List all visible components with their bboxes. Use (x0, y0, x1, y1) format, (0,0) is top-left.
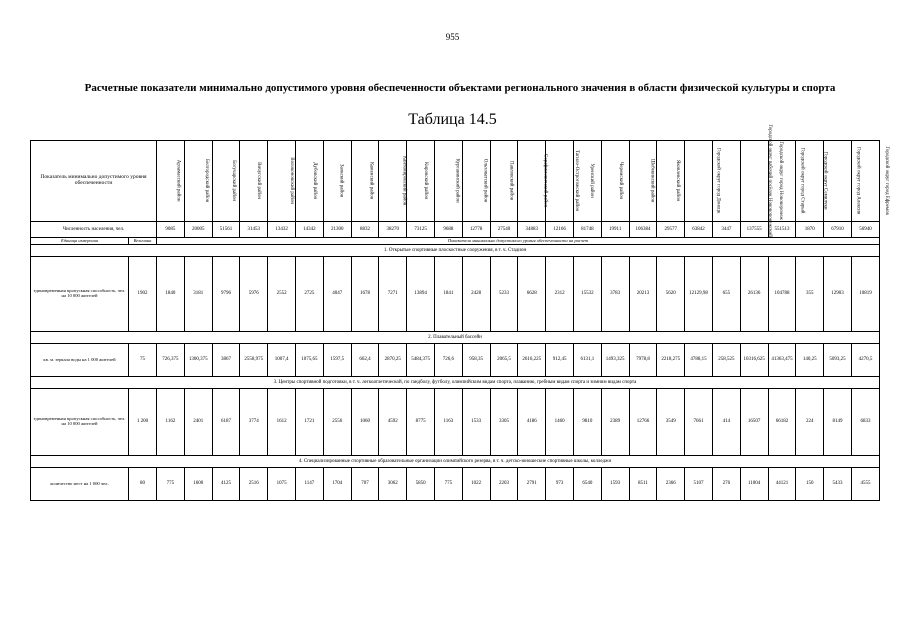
table-cell: 2312 (546, 257, 574, 332)
population-cell: 19911 (601, 222, 629, 238)
row-label: кв. м. зеркала воды на 1 000 жителей (31, 344, 129, 377)
table-cell: 11004 (740, 468, 768, 501)
table-cell: 4592 (379, 389, 407, 456)
population-cell: 12166 (546, 222, 574, 238)
column-header-label: Городской округ город Донецк (715, 148, 721, 214)
population-cell: 27540 (490, 222, 518, 238)
column-header-label: Белгородский район (204, 159, 210, 203)
table-cell: 7978,8 (629, 344, 657, 377)
document-title: Расчетные показатели минимально допустимого уровня обеспеченности объектами регионального значения в области физической культуры и спорта (84, 82, 836, 94)
column-header-label: Арзамасский район (175, 160, 181, 202)
table-cell: 16507 (740, 389, 768, 456)
table-cell: 1493,325 (601, 344, 629, 377)
table-cell: 1075,65 (296, 344, 324, 377)
population-label: Численность населения, чел. (31, 222, 157, 238)
page-number: 955 (445, 32, 460, 42)
table-cell: 4047 (323, 257, 351, 332)
table-cell: 66182 (768, 389, 796, 456)
column-header-label: Городской округ город Старый (799, 148, 805, 214)
table-cell: 912,45 (546, 344, 574, 377)
table-cell: 5850 (407, 468, 435, 501)
column-header (157, 141, 185, 222)
table-cell: 707 (351, 468, 379, 501)
table-cell: 12129,98 (685, 257, 713, 332)
section-heading-row (31, 332, 880, 344)
column-header-label: Серафимовичский район (542, 154, 548, 208)
table-cell: 44121 (768, 468, 796, 501)
column-header (685, 141, 721, 222)
table-cell: 3305 (490, 389, 518, 456)
table-cell: 2401 (184, 389, 212, 456)
table-cell: 5976 (240, 257, 268, 332)
table-cell: 775 (157, 468, 185, 501)
table-cell: 104788 (768, 257, 796, 332)
table-cell: 9810 (573, 389, 601, 456)
table-cell: 6131,1 (573, 344, 601, 377)
table-cell: 775 (434, 468, 462, 501)
table-cell: 2558,975 (240, 344, 268, 377)
column-header (323, 141, 351, 222)
population-cell: 34883 (518, 222, 546, 238)
table-cell: 5107 (685, 468, 713, 501)
table-cell: 1022 (462, 468, 490, 501)
population-cell: 38270 (379, 222, 407, 238)
table-cell: 5433 (824, 468, 852, 501)
table-cell: 3181 (184, 257, 212, 332)
table-cell: 150 (796, 468, 824, 501)
population-cell: 31453 (240, 222, 268, 238)
column-header-label: Городской округ город Алексин (855, 147, 861, 215)
norm-value: 1902 (129, 257, 157, 332)
table-cell: 4186 (518, 389, 546, 456)
section-heading-row (31, 456, 880, 468)
population-cell: 9085 (157, 222, 185, 238)
column-header-label: Городской округ Семилуки (822, 152, 828, 210)
table-cell: 4270,5 (851, 344, 879, 377)
column-header (629, 141, 657, 222)
table-cell: 1300,375 (184, 344, 212, 377)
table-cell: 662,4 (351, 344, 379, 377)
population-cell: 8832 (351, 222, 379, 238)
population-cell: 63842 (685, 222, 713, 238)
row-label: единовременная пропускная способность, чел. на 10 000 жителей (31, 257, 129, 332)
column-header-label: Кировский район (423, 162, 429, 200)
units-value-label: Величина (129, 238, 157, 245)
header-indicator: Показатель минимально допустимого уровня обеспеченности (31, 141, 157, 222)
table-cell: 224 (796, 389, 824, 456)
column-header (546, 141, 580, 222)
table-cell: 12766 (629, 389, 657, 456)
table-cell: 6833 (851, 389, 879, 456)
section-heading-row (31, 377, 880, 389)
section-heading: 4. Специализированные спортивные образовательные организации олимпийского резерва, в т. ч. детско-юношеские спортивные школы, колледжи (31, 456, 880, 468)
population-cell: 3447 (712, 222, 740, 238)
table-cell: 1533 (462, 389, 490, 456)
table-cell: 2366 (657, 468, 685, 501)
table-cell: 1721 (296, 389, 324, 456)
column-header-label: Кантемировский район (401, 156, 407, 206)
table-cell: 258,525 (712, 344, 740, 377)
column-header-label: Волоконовский район (289, 157, 295, 205)
table-cell: 12903 (824, 257, 852, 332)
table-cell: 20213 (629, 257, 657, 332)
table-cell: 9796 (212, 257, 240, 332)
population-cell: 20005 (184, 222, 212, 238)
population-cell: 551513 (768, 222, 796, 238)
population-cell: 13432 (268, 222, 296, 238)
table-cell: 2791 (518, 468, 546, 501)
table-cell: 6540 (573, 468, 601, 501)
table-cell: 726,375 (157, 344, 185, 377)
table-cell: 2203 (490, 468, 518, 501)
column-header-label: Уренский район (588, 163, 594, 199)
table-cell: 1163 (434, 389, 462, 456)
table-row (31, 344, 880, 377)
table-cell: 15532 (573, 257, 601, 332)
table-cell: 414 (712, 389, 740, 456)
column-header (490, 141, 518, 222)
table-header-row (31, 141, 880, 222)
column-header (296, 141, 324, 222)
section-heading: 3. Центры спортивной подготовки, в т. ч. легкоатлетической, по гандболу, футболу, олимпийским видам спорта, плаванию, гребным видам спорта и зимним видам спорта (31, 377, 880, 389)
column-header-label: Городской округ рабочий посёлок Нововоронежский (766, 124, 772, 238)
table-cell: 26136 (740, 257, 768, 332)
table-cell: 7271 (379, 257, 407, 332)
section-heading-row (31, 245, 880, 257)
table-cell: 3867 (212, 344, 240, 377)
table-cell: 3774 (240, 389, 268, 456)
section-heading: 1. Открытые спортивные плоскостные сооружения, в т. ч. Стадион (31, 245, 880, 257)
column-header-label: Курганинский район (454, 158, 460, 204)
population-cell: 73125 (407, 222, 435, 238)
table-cell: 2218,275 (657, 344, 685, 377)
table-cell: 1840 (157, 257, 185, 332)
table-cell: 3783 (601, 257, 629, 332)
table-cell: 5484,375 (407, 344, 435, 377)
table-cell: 1678 (351, 257, 379, 332)
table-cell: 276 (712, 468, 740, 501)
column-header (462, 141, 490, 222)
table-cell: 1060 (351, 389, 379, 456)
table-cell: 1600 (184, 468, 212, 501)
column-header (434, 141, 462, 222)
table-cell: 8511 (629, 468, 657, 501)
population-cell: 56940 (851, 222, 879, 238)
table-cell: 4555 (851, 468, 879, 501)
norm-value: 75 (129, 344, 157, 377)
table-row (31, 257, 880, 332)
table-cell: 2870,25 (379, 344, 407, 377)
population-cell: 106384 (629, 222, 657, 238)
column-header (351, 141, 379, 222)
table-cell: 1007,4 (268, 344, 296, 377)
units-span-label: Показатели минимально допустимого уровня обеспеченности на расчет (157, 238, 880, 245)
table-cell: 1597,5 (323, 344, 351, 377)
table-cell: 973 (546, 468, 574, 501)
table-cell: 1704 (323, 468, 351, 501)
data-table (30, 124, 889, 501)
population-cell: 1870 (796, 222, 824, 238)
column-header-label: Черемский район (617, 162, 623, 200)
population-cell: 51561 (212, 222, 240, 238)
column-header-label: Тагило-Острогожский район (574, 150, 580, 212)
column-header-label: Городской округ город Нововоронеж (777, 141, 783, 221)
population-cell: 9688 (434, 222, 462, 238)
table-cell: 2065,5 (490, 344, 518, 377)
table-cell: 140,25 (796, 344, 824, 377)
column-header-label: Яковлевский район (675, 160, 681, 202)
column-header-label: Богучарский район (230, 160, 236, 202)
column-header-label: Шебекинский район (648, 159, 654, 203)
table-cell: 958,35 (462, 344, 490, 377)
table-cell: 1075 (268, 468, 296, 501)
column-header-label: Павловский район (507, 161, 513, 201)
table-cell: 1612 (268, 389, 296, 456)
table-cell: 2725 (296, 257, 324, 332)
table-cell: 6628 (518, 257, 546, 332)
table-row (31, 389, 880, 456)
units-row (31, 238, 880, 245)
population-cell: 12778 (462, 222, 490, 238)
population-cell: 137555 (740, 222, 768, 238)
column-header (824, 141, 861, 222)
table-row (31, 468, 880, 501)
column-header (212, 141, 240, 222)
table-cell: 13894 (407, 257, 435, 332)
section-heading: 2. Плавательный бассейн (31, 332, 880, 344)
column-header (379, 141, 407, 222)
table-cell: 8775 (407, 389, 435, 456)
table-cell: 2389 (601, 389, 629, 456)
table-cell: 1460 (546, 389, 574, 456)
population-cell: 21300 (323, 222, 351, 238)
table-cell: 10819 (851, 257, 879, 332)
column-header (601, 141, 629, 222)
row-label: количество мест на 1 000 чел. (31, 468, 129, 501)
table-cell: 5093,25 (824, 344, 852, 377)
column-header (268, 141, 296, 222)
column-header (518, 141, 546, 222)
table-cell: 4125 (212, 468, 240, 501)
table-caption: Таблица 14.5 (408, 111, 497, 128)
column-header-label: Ольховатский район (482, 159, 488, 203)
table-cell: 1162 (157, 389, 185, 456)
column-header (407, 141, 435, 222)
units-unit-label: Единица измерения (31, 238, 129, 245)
population-row (31, 222, 880, 238)
population-cell: 29577 (657, 222, 685, 238)
table-cell: 3062 (379, 468, 407, 501)
column-header-label: Каменский район (367, 162, 373, 200)
table-cell: 5233 (490, 257, 518, 332)
column-header-label: Заокский район (338, 164, 344, 198)
table-cell: 6187 (212, 389, 240, 456)
norm-value: 1 200 (129, 389, 157, 456)
table-cell: 355 (796, 257, 824, 332)
table-cell: 1147 (296, 468, 324, 501)
column-header (184, 141, 212, 222)
table-cell: 4788,15 (685, 344, 713, 377)
column-header-label: Городской округ город Ефремов (883, 146, 889, 216)
table-cell: 5620 (657, 257, 685, 332)
column-header-label: Вичугский район (256, 162, 262, 200)
table-cell: 1841 (434, 257, 462, 332)
table-cell: 1593 (601, 468, 629, 501)
population-cell: 14342 (296, 222, 324, 238)
table-cell: 10316,625 (740, 344, 768, 377)
table-cell: 8149 (824, 389, 852, 456)
table-cell: 2552 (268, 257, 296, 332)
column-header (240, 141, 268, 222)
table-cell: 41363,475 (768, 344, 796, 377)
population-cell: 67910 (824, 222, 852, 238)
row-label: единовременная пропускная способность, чел. на 10 000 жителей (31, 389, 129, 456)
table-cell: 2616,225 (518, 344, 546, 377)
table-cell: 2516 (240, 468, 268, 501)
table-cell: 3549 (657, 389, 685, 456)
population-cell: 81748 (573, 222, 601, 238)
table-cell: 2556 (323, 389, 351, 456)
table-cell: 726,6 (434, 344, 462, 377)
table-cell: 655 (712, 257, 740, 332)
table-cell: 2428 (462, 257, 490, 332)
table-cell: 7661 (685, 389, 713, 456)
column-header (657, 141, 685, 222)
norm-value: 80 (129, 468, 157, 501)
column-header-label: Дубовский район (312, 162, 318, 200)
